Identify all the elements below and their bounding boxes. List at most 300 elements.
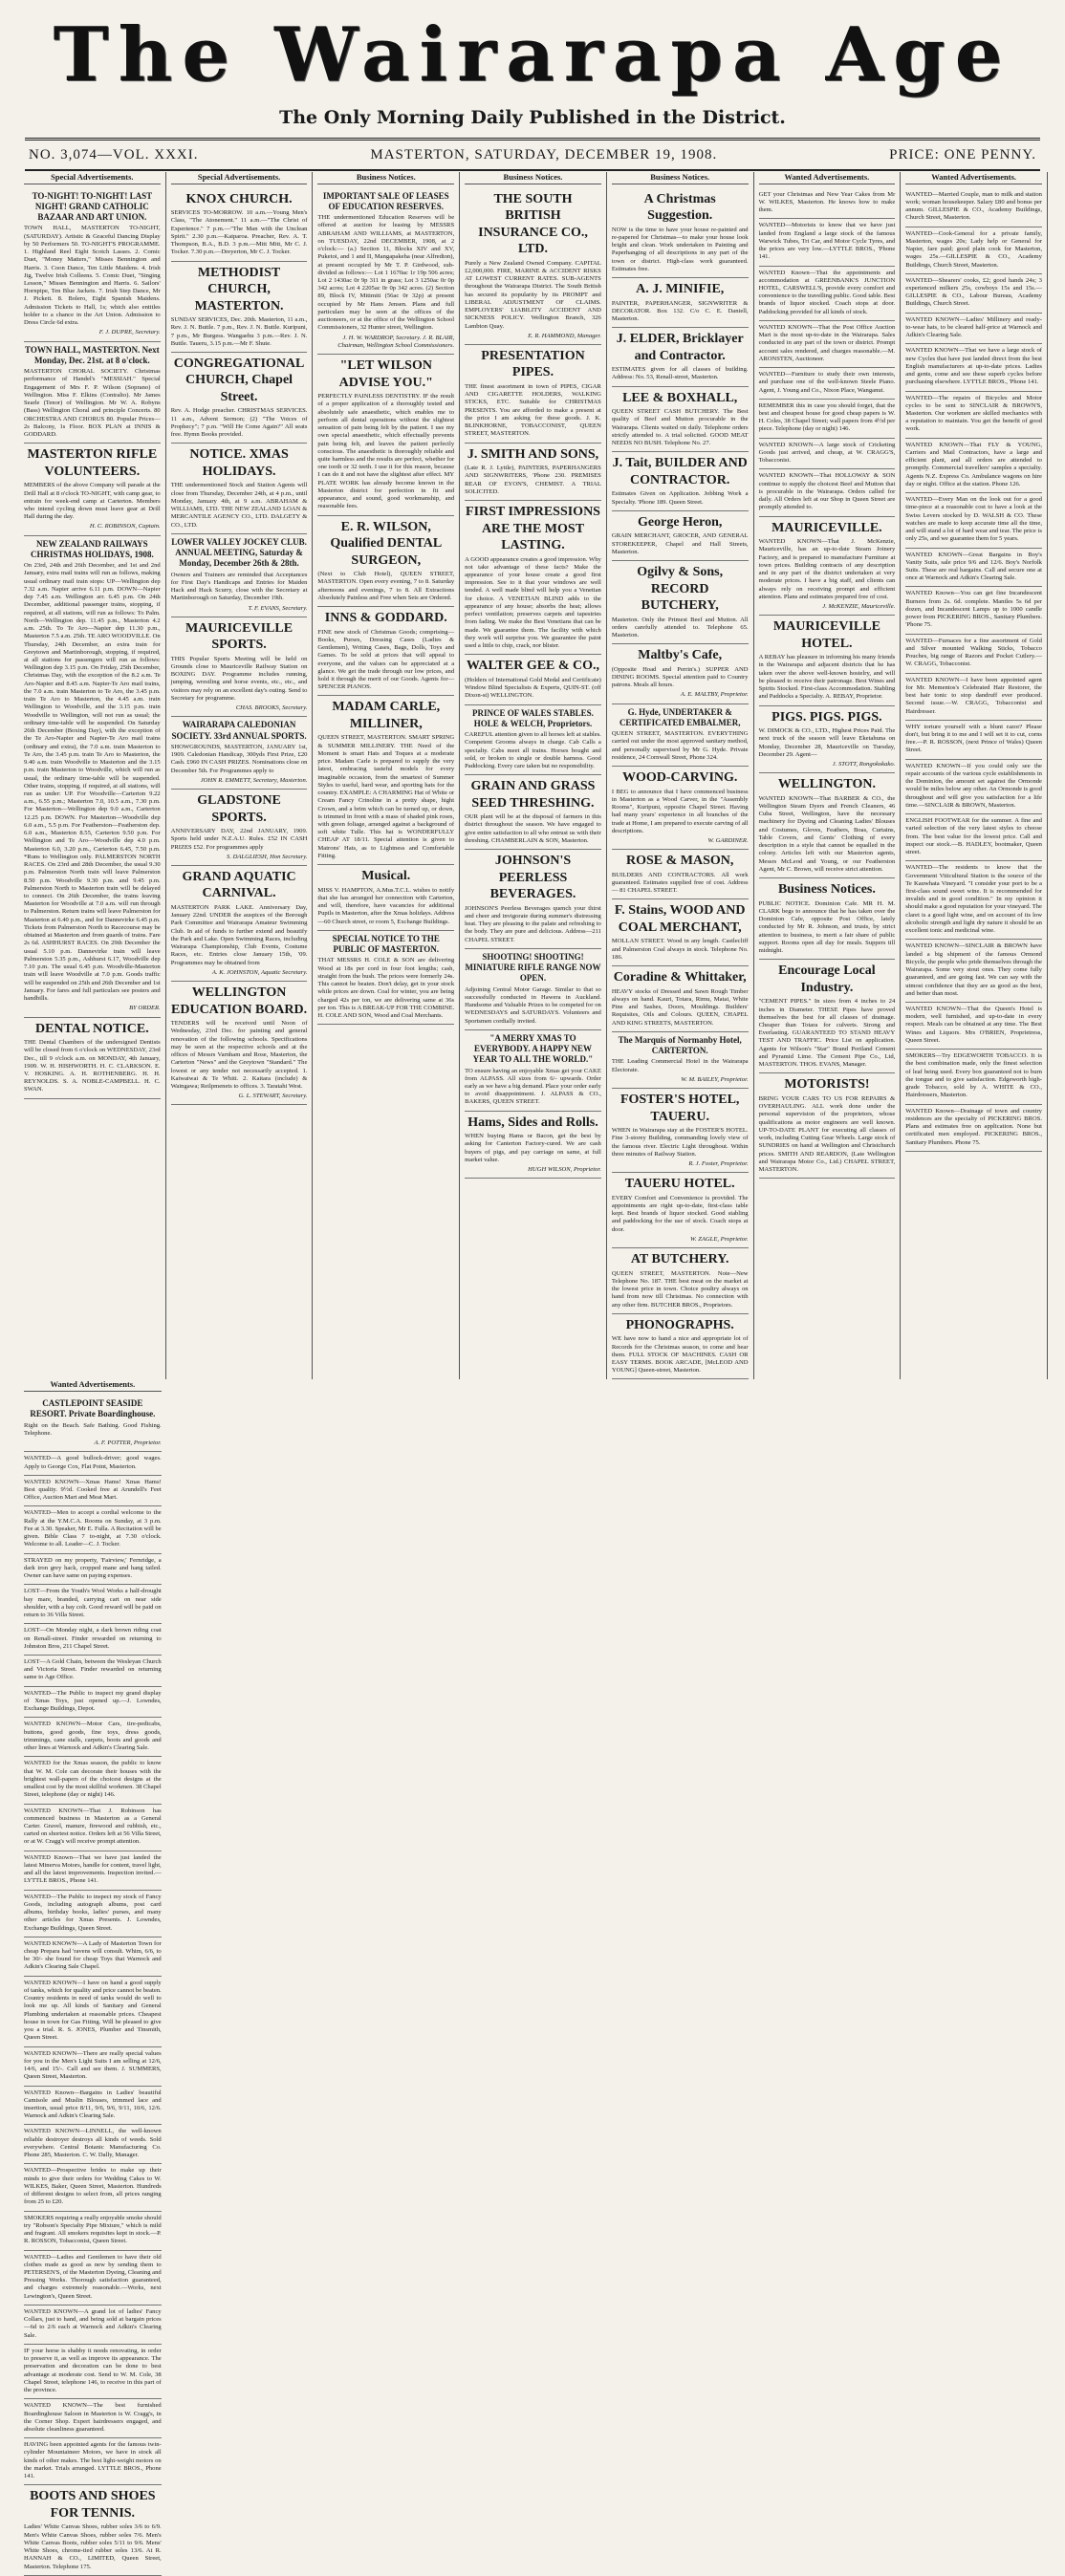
- ad-body: WANTED—Every Man on the look out for a good time-piece at a reasonable cost to have a look at the Swiss Levers stocked by D. WALSH & CO. These watches are made to keep accurate time all the time, and will stand a lot of hard wear and tear. The price is only 25s, and we guarantee them for 5 years.: [905, 496, 1042, 543]
- column-header: Special Advertisements.: [171, 172, 308, 184]
- ad-body: (Opposite Hoad and Perrin's.) SUPPER AND DINING ROOMS. Special attention paid to Country patrons. Meals all hours.: [611, 665, 749, 689]
- ad-body: WANTED KNOWN—That we have a large stock of new Cycles that have just landed direct from the best English manufacturers at up-to-date prices. Ladies and gents, come and see these superb cycles before purchasing elsewhere. LYTTLE BROS., 'Phone 141.: [905, 347, 1042, 386]
- ad-heading: GLADSTONE SPORTS.: [197, 793, 281, 825]
- ad-heading: PRESENTATION PIPES.: [481, 348, 585, 380]
- ad-body: WANTED KNOWN—A large stock of Cricketing Goods just arrived, and cheap, at W. CRAGG'S, Tobacconist.: [758, 441, 896, 465]
- ad-body: WHEN buying Hams or Bacon, get the best by asking for Canterton Factory-cured. We are cash buyers of pigs, and pay carriage on same, at full market value.: [465, 1133, 601, 1163]
- ad-heading: G. Hyde, UNDERTAKER & CERTIFICATED EMBALMER,: [619, 706, 741, 727]
- advertisement: [612, 1032, 749, 1089]
- ad-heading: FOSTER'S HOTEL, TAUERU.: [619, 1093, 740, 1124]
- ad-heading: DENTAL NOTICE.: [34, 1021, 149, 1036]
- advertisement: [905, 344, 1042, 391]
- ad-body: WANTED KNOWN—A Lady of Masterton Town for cheap Prepara had 'ravens will consult. Whim, 6/6, to be 30/- she found for cheap Toys that Warnock and Adkin's Clearing Sale Chapel.: [24, 1939, 162, 1971]
- ad-body: PERFECTLY PAINLESS DENTISTRY. IF the result of a proper application of a thoroughly tested and absolutely safe anaesthetic, which enables me to perform all dental operations without the slightest sensation of pain being felt by the patient. I use my own special anaesthetic, which effectually prevents pain being felt, and leaves the patient perfectly conscious. The anaesthetic is thoroughly reliable and quite harmless and the results are perfect, whether for one tooth or 32 teeth. I use it for this reason, because I can do it and not have the slightest after effect. MY PLATE WORK has already become known in the Masterton district for perfection in fit and appearance, and sound, good workmanship, and reasonable fees.: [317, 393, 455, 510]
- ad-body: MASTERTON PARK LAKE. Anniversary Day, January 22nd. UNDER the auspices of the Borough Park Committee and Wairarapa Amateur Swimming Club. In aid of funds to further extend and beautify the Park and Lake. Open Swimming Races, including Wairarapa Championship, Club Events, Costume Races, etc. Entries close January 15th, '09. Programmes may be obtained from: [170, 903, 308, 966]
- ad-body: "CEMENT PIPES." In sizes from 4 inches to 24 inches in Diameter. THESE Pipes have proved themselves the best for all classes of drainage. Cheaper than Totara for culverts. Strong and Everlasting. GUARANTEED TO STAND HEAVY TEST AND TRAFFIC. Price List on application. Agents for Wilson's "Star" Brand Portland Cement and Pyramid Lime. The Cement Pipe Co., Ltd, MASTERTON. THOS. EVANS, Manager.: [758, 998, 896, 1069]
- ad-body: WANTED KNOWN—Xmas Hams! Xmas Hams! Best quality. 9½d. Cooked free at Arundell's Feet Office, Auction Mart and Meat Mart.: [24, 1478, 162, 1502]
- ad-body: I BEG to announce that I have commenced business in Masterton as a Wood Carver, in the "Assembly Rooms", Kuripuni, opposite Chapel Street. Having had many years' experience in all branches of the trade at Home, I am prepared to execute carving of all descriptions.: [611, 788, 749, 834]
- ad-signature: A. F. POTTER, Proprietor.: [94, 1440, 162, 1447]
- ad-body: Purely a New Zealand Owned Company. CAPITAL £2,000,000. FIRE, MARINE & ACCIDENT RISKS AT LOWEST CURRENT RATES. SUB-AGENTS throughout the Wairarapa District. The South British has secured its popularity by its PROMPT and LIBERAL ADJUSTMENT OF CLAIMS. EMPLOYERS' LIABILITY ACCIDENT AND SICKNESS POLICY. Wellington Branch, 326 Lambton Quay.: [465, 259, 601, 330]
- ad-body: ESTIMATES given for all classes of building. Address: No. 53, Renall-street, Masterton.: [611, 366, 749, 381]
- ad-signature: W. M. BAILEY, Proprietor.: [681, 1075, 749, 1083]
- advertisement: [612, 767, 749, 850]
- ad-heading: WOOD-CARVING.: [621, 770, 738, 786]
- advertisement: [24, 2305, 162, 2345]
- ad-signature: A. K. JOHNSTON, Aquatic Secretary.: [211, 968, 308, 976]
- advertisement: [24, 1937, 162, 1977]
- ad-body: W. DIMOCK & CO., LTD., Highest Prices Paid. The next truck of the season will leave Eketahuna on Monday, December 28, Mauriceville on Tuesday, December 29. Agent—: [758, 727, 896, 758]
- advertisement: [759, 469, 896, 516]
- ad-body: A GOOD appearance creates a good impression. Why not take advantage of these facts? Make the appearance of your house create a good first impression. See to it that your windows are well tended. A well made blind will help you a Venetian for choice. A VENETIAN BLIND adds to the appearance of any house; absorbs the heat; allows perfect ventilation; preserves carpets and tapestries from fading. We make the Best Venetians that can be made. We guarantee them. The facility with which they work will surprise you. We guarantee the paint used a little to chip, crack, nor blister.: [465, 555, 601, 650]
- advertisement: [317, 355, 454, 516]
- ad-body: QUEEN STREET CASH BUTCHERY. The Best quality of Beef and Mutton procurable in the Wairarapa. Clients waited on daily. Telephone orders strictly attended to. A trial solicited. GOOD MEAT NEEDS NO BUSH. Telephone No. 27.: [611, 408, 749, 447]
- ad-body: HEAVY stocks of Dressed and Sawn Rough Timber always on hand. Kauri, Totara, Rimu, Matai, White Pine and Sashes, Doors, Mouldings. Builders' Requisites, Oils and Colours. QUEEN, CHAPEL AND KING STREETS, MASTERTON.: [611, 987, 749, 1027]
- ad-body: THE undermentioned Education Reserves will be offered at auction for leasing by MESSRS ABRAHAM AND WILLIAMS, at MASTERTON, on TUESDAY, 22nd DECEMBER, 1908, at 2 o'clock:— (a.) Section 11, Blocks XIV and XV, Puketoi, and 1 and II, Mangapakeha (near Alfredton), at present occupied by Mr T. P. Girdwood, sub-divided as follows:— Lot 1 1670ac 1r 19p 506 acres; Lot 2 1430ac 0r 9p 311 in grass; Lot 3 1250ac 0r 0p 342 acres; Lot 4 2205ac 0r 0p 342 acres. (2) Section 89, Block IV, Mitimiti (56ac 0r 32p) at present occupied by Mr Hans Jensen. Plans and full particulars may be seen at the offices of the auctioneers, or at the office of the Wellington School Commissioners, 32 Hunter street, Wellington.: [317, 214, 455, 332]
- column-header: Business Notices.: [612, 172, 749, 184]
- advertisement: [905, 549, 1042, 588]
- ad-signature: J. H. W. WARDROP, Secretary. J. R. BLAIR, Chairman, Wellington School Commissioners.: [337, 334, 455, 349]
- advertisement: [759, 368, 896, 400]
- advertisement: [465, 345, 601, 444]
- advertisement: [612, 278, 749, 328]
- advertisement: [171, 717, 308, 790]
- ad-heading: KNOX CHURCH.: [185, 191, 293, 206]
- advertisement: [24, 1977, 162, 2047]
- ad-heading: "LET WILSON ADVISE YOU.": [338, 358, 433, 390]
- ad-body: ENGLISH FOOTWEAR for the summer. A fine and varied selection of the very latest styles to choose from. The best value for the lowest price. Call and inspect our stock.—B. HADLEY, bootmaker, Queen street.: [905, 817, 1042, 856]
- ad-heading: WELLINGTON EDUCATION BOARD.: [171, 985, 308, 1017]
- advertisement: [612, 561, 749, 644]
- ad-body: WANTED KNOWN—A grand lot of ladies' Fancy Collars, just to hand, and being sold at bargain prices—6d to 2/6 each at Warnock and Adkin's Clearing Sale.: [24, 2307, 162, 2339]
- ad-body: SMOKERS requiring a really enjoyable smoke should try "Robson's Specialty Pipe Mixture," which is mild and fragrant. All smokers requisites kept in stock.—P. R. ROSSON, Tobacconist, Queen Street.: [24, 2214, 162, 2245]
- ad-body: WE have now to hand a nice and appropriate lot of Records for the Christmas season, to come and hear them. FULL STOCK OF MACHINES. CASH OR EASY TERMS. BOOK ARCADE, [McLEOD AND YOUNG] Queen-street, Masterton.: [611, 1335, 749, 1375]
- advertisement: [759, 960, 896, 1073]
- ad-heading: A. J. MINIFIE,: [636, 282, 725, 297]
- ad-heading: IMPORTANT SALE OF LEASES OF EDUCATION RESERVES.: [322, 190, 449, 211]
- ad-body: WANTED Known—You can get fine Incandescent Burners from 2s. 6d. complete. Mantles 5s 6d per dozen, and Incandescent Lamps up to 1000 candle power from PICKERING BROS., Sanitary Plumbers. 'Phone 75.: [905, 590, 1042, 629]
- ad-heading: CONGREGATIONAL CHURCH, Chapel Street.: [173, 356, 305, 404]
- ad-heading: MASTERTON RIFLE VOLUNTEERS.: [27, 447, 158, 479]
- ad-body: WANTED—Cook-General for a private family, Masterton, wages 20s; Lady help or General for Napier, fare paid; good plain cook for Masterton, wages 25s.—GILLESPIE & CO., Academy Buildings, Church Street, Masterton.: [905, 229, 1042, 269]
- advertisement: [905, 861, 1042, 940]
- masthead: [0, 0, 1065, 143]
- ad-signature: F. J. DUPRE, Secretary.: [98, 329, 161, 336]
- advertisement: [612, 850, 749, 899]
- ad-heading: J. Tait, BUILDER AND CONTRACTOR.: [612, 456, 748, 487]
- ad-body: Adjoining Central Motor Garage. Similar to that so successfully conducted in Hawera in Auckland. Handsome and Valuable Prizes to be competed for on WEDNESDAYS and SATURDAYS. Volunteers and Sportsmen cordially invited.: [465, 985, 601, 1025]
- ad-signature: E. R. HAMMOND, Manager.: [528, 332, 601, 339]
- advertisement: [465, 705, 601, 776]
- ad-heading: Business Notices.: [777, 882, 876, 898]
- ad-signature: H. C. ROBINSON, Captain.: [89, 523, 161, 530]
- ad-body: WANTED Known—That we have just landed the latest Minerva Motors, handle for content, travel light, and all the latest improvements. Inspection invited.—LYTTLE BROS., Phone 141.: [24, 1853, 162, 1885]
- ad-heading: WALTER GEE & CO.,: [466, 659, 600, 674]
- advertisement: [24, 2345, 162, 2399]
- advertisement: [317, 188, 454, 355]
- column-7: [901, 172, 1048, 1379]
- column-header: Wanted Advertisements.: [759, 172, 896, 184]
- ad-body: WANTED KNOWN—I have been appointed agent for Mr. Mementos's Celebrated Hair Restorer, the best hair tonic to stop dandruff ever produced. Second issue.—W. CRAGG, Tobacconist and Hairdresser.: [905, 676, 1042, 715]
- advertisement: [24, 1718, 162, 1757]
- ad-signature: S. DALGLIESH, Hon Secretary.: [227, 853, 308, 860]
- advertisement: [759, 773, 896, 878]
- advertisement: [612, 452, 749, 510]
- column-5: [607, 172, 754, 1379]
- ad-body: WANTED KNOWN—That BARBER & CO., the Wellington Steam Dyers and French Cleaners, 46 Cuba Street, Wellington, have the necessary machinery for Dyeing and Cleaning Ladies' Blouses and Costumes, Gloves, Feathers, Boas, Curtains, Table Covers, and Gents' Clothing of every description in a style that cannot be equalled in the colony. Articles left with our Masterton agents, Messrs McLeod and Young, or our Featherston Agent, Mr C. Brown, will receive strict attention.: [758, 794, 896, 873]
- advertisement: [612, 899, 749, 966]
- ad-heading: BOOTS AND SHOES FOR TENNIS.: [30, 2489, 156, 2521]
- ad-heading: Musical.: [361, 869, 411, 884]
- ad-signature: G. L. STEWART, Secretary.: [238, 1093, 308, 1100]
- ad-body: (Holders of International Gold Medal and Certificate) Window Blind Specialists & Experts, QUIN-ST. (off Dixon-st) WELLINGTON.: [465, 676, 601, 700]
- ad-body: GRAIN MERCHANT, GROCER, AND GENERAL STOREKEEPER, Chapel and Hall Streets, Masterton.: [611, 532, 749, 555]
- advertisement: [905, 1050, 1042, 1104]
- column-6: [754, 172, 902, 1379]
- advertisement: [612, 966, 749, 1032]
- price: PRICE: ONE PENNY.: [889, 146, 1036, 162]
- ad-heading: The Marquis of Normanby Hotel, CARTERTON.: [618, 1034, 742, 1056]
- advertisement: [317, 607, 454, 696]
- ad-body: BRING YOUR CARS TO US FOR REPAIRS & OVERHAULING. ALL work done under the personal supervision of the proprietors, whose qualifications as motor engineers are well known. UP-TO-DATE PLANT for executing all classes of work, including Cutting Gear Wheels. Large stock of SUNDRIES on hand at Wellington and Christchurch prices. SMITH AND REARDON, (Late Wellington and Wairarapa Motor Co., Ltd.) CHAPEL STREET, MASTERTON.: [758, 1094, 896, 1173]
- advertisement: [171, 866, 308, 982]
- ad-heading: METHODIST CHURCH, MASTERTON.: [194, 265, 284, 314]
- ad-heading: George Heron,: [638, 514, 723, 530]
- ad-heading: WELLINGTON.: [777, 777, 876, 792]
- ad-heading: GRAND AQUATIC CARNIVAL.: [182, 869, 296, 901]
- ad-heading: MAURICEVILLE HOTEL.: [772, 619, 880, 651]
- ad-heading: Ogilvy & Sons, RECORD BUTCHERY,: [637, 565, 724, 614]
- column-header: Wanted Advertisements.: [24, 1379, 162, 1392]
- ad-body: WANTED—The Public to inspect my stock of Fancy Goods, including autograph albums, post card albums, birthday books, ladies' purses, and many other articles for Xmas Presents. J. Lowndes, Exchange Buildings, Queen Street.: [24, 1893, 162, 1932]
- ad-body: WHY torture yourself with a blunt razor? Please don't, but bring it to me and I will set it to cut, corns free.—P. R. ROSSON, (next Prince of Wales) Queen Street.: [905, 723, 1042, 754]
- masthead-title: The Wairarapa Age: [53, 11, 1012, 98]
- advertisement: [24, 1452, 162, 1475]
- ad-heading: AT BUTCHERY.: [630, 1252, 729, 1267]
- advertisement: [905, 674, 1042, 721]
- column-2: [166, 172, 314, 1379]
- advertisement: [24, 2485, 162, 2575]
- ad-heading: FIRST IMPRESSIONS ARE THE MOST LASTING.: [466, 505, 600, 553]
- ad-body: A REBAY has pleasure in informing his many friends in the Wairarapa and adjacent districts that he has taken over the above well-known hostelry, and will be pleased to receive their patronage. Best Wines and Spirits Stocked. First-class Accommodation. Stabling and Paddocks a Specialty. A. REBAY, Proprietor.: [758, 654, 896, 701]
- ad-heading: E. R. WILSON, Qualified DENTAL SURGEON,: [330, 519, 443, 568]
- advertisement: [465, 1030, 601, 1112]
- ad-body: WANTED KNOWN—That J. Robinson has commenced business in Masterton as a General Carter. Gravel, manure, firewood and rubbish, etc., carted on shortest notice. Orders left at 56 Villa Street, or at W. Cragg's will receive prompt attention.: [24, 1807, 162, 1846]
- ad-body: MISS V. HAMPTON, A.Mus.T.C.L. wishes to notify that she has arranged her connection with Carterton, and will, therefore, have vacancies for additional Pupils in Masterton, after the Xmas holidays. Address—60 Church street, or room 5, Exchange Buildings.: [317, 886, 455, 925]
- ad-body: Owners and Trainers are reminded that Acceptances for First Day's Handicaps and Entries for Maiden Hack and Hack Scurry, close with the Secretary at Martinborough on Saturday, December 19th.: [170, 571, 308, 602]
- ad-body: SHOWGROUNDS, MASTERTON, JANUARY 1st, 1909. Caledonian Handicap, 300yds First Prize, £20 Cash. £960 IN CASH PRIZES. Nominations close on December 5th. For Programmes apply to: [170, 743, 308, 774]
- ad-signature: BY ORDER.: [129, 1005, 161, 1012]
- advertisement: [24, 2125, 162, 2164]
- advertisement: [171, 188, 308, 262]
- advertisement: [171, 617, 308, 718]
- advertisement: [905, 493, 1042, 548]
- advertisement: [612, 1314, 749, 1380]
- ad-body: GET your Christmas and New Year Cakes from Mr W. WILKES, Masterton. He knows how to make them.: [758, 190, 896, 214]
- ad-body: WANTED—The Public to inspect my grand display of Xmas Toys, just opened up.—J. Lowndes, Exchange Buildings, Depot.: [24, 1689, 162, 1713]
- advertisement: [759, 706, 896, 774]
- ad-body: EVERY Comfort and Convenience is provided. The appointments are right up-to-date, first-class table kept. Best brands of liquor stocked. Good stabling and paddocking for the use of stock. Coach stops at door.: [611, 1194, 749, 1233]
- advertisement: [905, 940, 1042, 1003]
- ad-body: MOLLAN STREET. Wood in any length. Castlecliff and Palmerston Coal always in stock. Telephone No. 186.: [611, 938, 749, 961]
- advertisement: [465, 501, 601, 655]
- advertisement: [612, 188, 749, 278]
- column-8: [19, 1379, 166, 2575]
- ad-body: HAVING been appointed agents for the famous twin-cylinder Mountaineer Motors, we have in stock all kinds of other makes. The best light-weight motors on the market. Trials arranged. LYTTLE BROS., Phone 141.: [24, 2441, 162, 2480]
- column-1: [19, 172, 166, 1379]
- ad-body: JOHNSON'S Peerless Beverages quench your thirst and cheer and invigorate during summer's distressing heat. They are pleasing to the palate and refreshing to the body. They are pure and delicious. Address—211 CHAPEL STREET.: [465, 904, 601, 943]
- ad-heading: Maltby's Cafe,: [638, 648, 723, 663]
- advertisement: [24, 1554, 162, 1586]
- ad-heading: Encourage Local Industry.: [778, 963, 876, 995]
- advertisement: [759, 267, 896, 321]
- ad-body: ANNIVERSARY DAY, 22nd JANUARY, 1909. Sports held under N.Z.A.U. Rules. £52 IN CASH PRIZES £52. For programmes apply: [170, 828, 308, 851]
- ad-body: On 23rd, 24th and 26th December, and 1st and 2nd January, extra mail trains will run as follows, making usual ordinary mail train stops: UP—Wellington dep 7.32 a.m. Napier arrive 6.11 p.m. DOWN—Napier dep 7.45 a.m. Wellington arr. 6.45 p.m. On 24th December, additional passenger trains, stopping, if required, at all stations, will run as follows: To Palm. North—Wellington dep. 11.45 p.m., Masterton 4.2 a.m. 25th. To Te Aro—Napier dep 11.30 p.m., Masterton 7.5 a.m. 25th. TE ARO WOODVILLE. On Thursday, 24th December, an extra train for Greytown and Martinborough, stopping, if required, at all stations for passengers will run as follows: Wellington dep 3.15 p.m. On Friday, 25th December, Christmas Day, with the exception of the 8.2 a.m. Te Aro-Napier and 8.45 a.m. Napier-Te Aro mail trains, the 7.0 a.m. train Masterton to Te Aro, the 3.45 p.m. train Te Aro to Masterton, the 4.45 a.m. train Wellington to Woodville, and the 3.15 p.m. train Woodville to Wellington, will not run as usual; the ordinary time-table will be suspended. On Saturday 26th December (Boxing Day), with the exception of the Te Aro-Napier and Napier-Te Aro mail trains (ordinary and extra), the 7.0 a.m. train Masterton to Te Aro, the 3.45 p.m. train Te Aro to Masterton, the 9.40 a.m. train Woodville to Masterton and the 3.15 p.m. train Masterton to Woodville, which will run as usual, the ordinary time-table will be suspended. Other trains, stopping, if required, at all stations, will run as under: UP. For Woodville—Carterton 9.22 a.m., 6.55 p.m.; Masterton 7.0, 10.5 a.m., 7.30 p.m. For Masterton—Wellington dep 9.0 a.m., Carterton 12.25 p.m. DOWN. For Masterton—Woodville dep 6.0 a.m., 5.5 p.m. For Featherston—Featherston dep. 6.0 a.m., Masterton 8.55, Carterton 9.50 p.m. For Wellington and Te Aro—Woodville dep 4.0 p.m. Masterton 6.0, 3.20 p.m., Carterton 6.45, 7.50 p.m. *Runs to Wellington only. PALMERSTON NORTH RACES. On 23rd and 28th December, the usual 9.30 p.m. Palmerston North train will leave Palmerston 8.50 p.m. Woodville 9.30 p.m. and 9.45 p.m. Palmerston North to Masterton train will be delayed to connect. On 26th December, the trains leaving Masterton for Woodville at 7.0 a.m. will run through to Palmerston. Return trains will leave Palmerston for Masterton at 6.40 p.m., and for Dannevirke 6.45 p.m. Tickets from Palmerston North to Racecourse may be obtained at Masterton and from guards of trains. Fare 2s 6d. ASHHURST RACES. On 29th December the usual 5.10 p.m. Dannevirke train will leave Palmerston 5.35 p.m., Ashhurst 6.17, Woodville dep 7.10 p.m. The usual 6.45 p.m. Woodville-Masterton train will leave Woodville at 7.0 p.m. Goods traffic will be suspended on 25th and 26th December and 1st January. For fares and full particulars see posters and handbills.: [24, 562, 161, 1003]
- advertisement: [24, 1396, 162, 1452]
- advertisement: [24, 444, 161, 535]
- ad-heading: LEE & BOXHALL,: [622, 390, 738, 405]
- advertisement: [905, 635, 1042, 674]
- ad-body: WANTED for the Xmas season, the public to know that W. M. Cole can decorate their houses with the brightest wall-papers of the choicest designs at the smallest cost by the most skillful workmen. 38 Chapel Street, telephone (day or night) 146.: [24, 1760, 162, 1799]
- ad-body: WANTED KNOWN—If you could only see the repair accounts of the various cycle establishments in the Dominion, the amount set against the Ormonde would be miles below any other. An Ormonde is good throughout and will give you satisfaction for a life time.—SINCLAIR & BROWN, Masterton.: [905, 762, 1042, 809]
- ad-body: QUEEN STREET, MASTERTON. EVERYTHING carried out under the most approved sanitary method, and personally supervised by Mr G. Hyde. Private residence, 24 Cornwall Street, Phone 324.: [611, 730, 749, 761]
- ad-body: LOST—A Gold Chain, between the Wesleyan Church and Victoria Street. Finder rewarded on returning same to Age Office.: [24, 1657, 162, 1681]
- ad-heading: Hams, Sides and Rolls.: [467, 1115, 598, 1130]
- advertisement: [171, 262, 308, 353]
- ad-body: WANTED KNOWN—I have on hand a good supply of tanks, which for quality and price cannot be beaten. Country residents in need of tanks would do well to look me up. All kinds of Sanitary and General Plumbing undertaken at reasonable prices. Cheapest house in town for Gas Fitting. Will be pleased to give you a trial. R. S. JONES, Plumber and Tinsmith, Queen Street.: [24, 1979, 162, 2042]
- ad-body: WANTED KNOWN—There are really special values for you in the Men's Light Suits I am selling at 12/6, 14/6, and 15/-. Call and see them. J. SUMMERS, Queen Street, Masterton.: [24, 2049, 162, 2081]
- advertisement: [24, 2438, 162, 2485]
- advertisement: [905, 760, 1042, 814]
- ad-body: LOST—On Monday night, a dark brown riding coat on Renall-street. Finder rewarded on returning to Johnston Bros, 211 Chapel Street.: [24, 1627, 162, 1650]
- ad-body: WANTED KNOWN—That HOLLOWAY & SON continue to supply the choicest Beef and Mutton that is procurable in the Wairarapa. Orders called for daily. All Orders left at our Shop in Queen Street are promptly attended to.: [758, 472, 896, 511]
- ad-body: THAT MESSRS H. COLE & SON are delivering Wood at 18s per cord in four foot lengths; cash, straight from the bush. The prices were formerly 24s. This cannot be beaten. Don't delay, get in your stock while prices are down. Coal for winter, you are being charged 42s per ton, we are delivering same at 36s per ton. This is A BREAK-UP FOR THE COMBINE. H. COLE AND SON, Wood and Coal Merchants.: [317, 957, 455, 1019]
- advertisement: [759, 878, 896, 960]
- ad-signature: W. ZAGLE, Proprietor.: [690, 1235, 749, 1243]
- ad-body: WANTED KNOWN—That the Post Office Auction Mart is the most up-to-date in the Wairarapa. Sales conducted in any part of the town or district. Prompt account sales rendered, and charges reasonable.—M. ARONSTEN, Auctioneer.: [758, 323, 896, 362]
- advertisement: [905, 587, 1042, 634]
- ad-heading: J. ELDER, Bricklayer and Contractor.: [616, 332, 744, 363]
- ad-signature: JOHN R. EMMETT, Secretary, Masterton.: [200, 776, 308, 784]
- ad-body: (Late R. J. Lyttle), PAINTERS, PAPERHANGERS AND SIGNWRITERS, 'Phone 230. PREMISES REAR OF EYON'S, CHEMIST. A TRIAL SOLICITED.: [465, 465, 601, 495]
- advertisement: [24, 1585, 162, 1624]
- advertisement: [171, 982, 308, 1105]
- advertisement: [24, 2251, 162, 2305]
- ad-body: Estimates Given on Application. Jobbing Work a Specialty. 'Phone 189. Queen Street.: [611, 490, 749, 506]
- ad-body: MASTERTON CHORAL SOCIETY. Christmas performance of Handel's "MESSIAH." Special Engagement of Mrs F. P. Wilson (Soprano) of Wellington. Miss F. Elkins (Contralto). Mr James Searle (Tenor) of Wellington. Mr W. A. Robyns (Bass) Wellington Choral and principle Concerts. 80 ORCHESTRA AND CHORUS 80. Popular Prices—2s Balcony, 1s Floor. BOX PLAN at INNIS & GODDARD.: [24, 368, 161, 439]
- advertisement: [24, 2087, 162, 2126]
- advertisement: [612, 644, 749, 704]
- advertisement: [24, 2047, 162, 2087]
- ad-body: WANTED—Motorists to know that we have just landed from England a large stock of the famous Warwick Tubes, Tri Car, and Motor Cycle Tyres, and the prices are very low.—LYTTLE BROS., 'Phone 141.: [758, 222, 896, 261]
- advertisement: [24, 536, 161, 1018]
- ad-body: SUNDAY SERVICES, Dec. 20th. Masterton, 11 a.m., Rev. J. N. Buttle. 7 p.m., Rev. J. N. Buttle. Kuripuni, 7 p.m., Mr Burgess. Wangaehu 3 p.m.—Rev. J. N. Buttle. Taueru, 3.15 p.m.—Mr F. Shute.: [170, 316, 308, 347]
- ad-body: WANTED Known—Bargains in Ladies' beautiful Camisole and Muslin Blouses, trimmed lace and insertion, usual price 8/11, 9/6, 9/6, 9/11, 10/6, 12/6. Warnock and Adkin's Clearing Sale.: [24, 2089, 162, 2120]
- advertisement: [24, 1476, 162, 1507]
- ad-signature: W. GARDINER.: [707, 837, 749, 845]
- advertisement: [24, 1687, 162, 1719]
- ad-body: Right on the Beach. Safe Bathing. Good Fishing. Telephone.: [24, 1421, 162, 1437]
- advertisement: [759, 1073, 896, 1179]
- advertisement: [612, 328, 749, 386]
- ad-body: QUEEN STREET, MASTERTON. SMART SPRING & SUMMER MILLINERY. THE Need of the Moment is smart Hats and Toques at a moderate price. Madam Carle is prepared to supply the very latest, embracing tasteful models for every imaginable occasion, from the smartest of Summer Styles to useful, hard wear, and sporting hats for the country. EXAMPLE: A CHARMING Hat of White or Cream Fancy Crinoline in a pretty shape, hight Crown, and a brim which can be turned up, or down, is trimmed in front with a mass of shaded pink roses, with green foliage, arranged against a background of soft white Tulle. This hat is WONDERFULLY CHEAP AT 18/11. Special attention is given to Matrons' Hats, as to Lightness and Comfortable Fitting.: [317, 734, 455, 859]
- ad-body: THIS Popular Sports Meeting will be held on Grounds close to Mauriceville Railway Station on BOXING DAY. Programme includes running, jumping, wrestling and horse events, etc., etc., and visitors may rely on an excellent day's outing. Send to Secretary for programme.: [170, 655, 308, 702]
- ad-body: WANTED—Furnaces for a fine assortment of Gold and Silver mounted Walking Sticks, Tobacco Pouches, big range of Razors and Pocket Cutlery.—W. CRAGG, Tobacconist.: [905, 637, 1042, 668]
- column-header: Wanted Advertisements.: [905, 172, 1042, 184]
- ad-body: Masterton. Only the Primest Beef and Mutton. All orders carefully attended to. Telephone 65. Masterton.: [611, 616, 749, 639]
- ad-heading: "A MERRY XMAS TO EVERYBODY. A HAPPY NEW YEAR TO ALL THE WORLD.": [472, 1032, 594, 1065]
- advertisement: [465, 850, 601, 949]
- advertisement: [171, 790, 308, 866]
- ad-body: WANTED—A good bullock-driver; good wages. Apply to George Cox, Flat Point, Masterton.: [24, 1455, 162, 1470]
- ad-heading: SHOOTING! SHOOTING! MINIATURE RIFLE RANGE NOW OPEN.: [465, 951, 601, 984]
- ad-body: WANTED KNOWN—Motor Cars, tire-pedicabs, buttons, good goods, fine toys, dress goods, trimmings, cane stalls, carpets, boots and goods and other lines at Warnock and Adkin's Clearing Sale.: [24, 1721, 162, 1752]
- advertisement: [905, 814, 1042, 861]
- advertisement: [759, 439, 896, 470]
- ad-body: WANTED KNOWN—SINCLAIR & BROWN have landed a big shipment of the famous Ormond Bicycle, the people who pride themselves through the Wairarapa. Some very stout ones. They come fully guaranteed, and are going fast. We can say with the utmost confidence that they are as good as the best, and better than most.: [905, 942, 1042, 997]
- place-date: MASTERTON, SATURDAY, DECEMBER 19, 1908.: [370, 146, 718, 162]
- ad-body: WANTED—Furniture to study their own interests, and purchase one of the well-known Steele Piano. Agent, J. Young and Co., Nixon Place, Wanganui.: [758, 371, 896, 394]
- ad-heading: TAUERU HOTEL.: [624, 1177, 735, 1192]
- ad-body: CAREFUL attention given to all horses left at stables. Competent Grooms always in charge. Cab Calls a specialty. Cabs meet all trains. Horses bought and sold, or broken to single or double harness. Good Paddocking. Every care taken but no responsibility.: [465, 731, 601, 769]
- advertisement: [24, 1506, 162, 1553]
- advertisement: [317, 516, 454, 607]
- ad-signature: J. McKENZIE, Mauriceville.: [822, 602, 896, 610]
- ad-body: MEMBERS of the above Company will parade at the Drill Hall at 8 o'clock TO-NIGHT, with camp gear, to entrain for week-end camp at Carterton. Members who intend cycling down must leave gear at Drill Hall during the day.: [24, 482, 161, 521]
- advertisement: [465, 188, 601, 345]
- advertisement: [759, 219, 896, 266]
- advertisement: [465, 775, 601, 850]
- advertisement: [759, 517, 896, 617]
- ad-heading: MOTORISTS!: [784, 1077, 870, 1093]
- ad-body: FINE new stock of Christmas Goods; comprising— Books, Purses, Dressing Cases (Ladies & Gentlemen), Writing Cases, Bags, Dolls, Toys and Games. To be sold at prices that will appeal to everyone, and the values can be appreciated at a glance. We get the trade through our low prices, and hold it through the merit of our Goods. Agents for— SPENCER PIANOS.: [317, 628, 455, 691]
- advertisement: [905, 314, 1042, 345]
- ad-heading: SPECIAL NOTICE TO THE PUBLIC OF MASTERTON.: [332, 933, 440, 955]
- ad-body: WANTED KNOWN—That FLY & YOUNG, Carriers and Mail Contractors, have a large and efficient plant, and all orders are attended to promptly. Commercial travellers' samples a specialty. Agents N.Z. Express Co. Ambulance wagons on hire day or night. Office at the station. Phone 126.: [905, 441, 1042, 487]
- ad-heading: J. SMITH AND SONS,: [467, 446, 599, 462]
- advertisement: [905, 274, 1042, 314]
- ad-body: WANTED KNOWN—The best furnished Boardinghouse Saloon in Masterton is W. Cragg's, in the Corner Shop. Expert hairdressers engaged, and absolute cleanliness guaranteed.: [24, 2402, 162, 2433]
- ad-body: STRAYED on my property, 'Fairview,' Fernridge, a dark iron grey hack, cropped mane and hang tailed. Owner can have same on paying expenses.: [24, 1556, 162, 1580]
- ad-heading: PHONOGRAPHS.: [625, 1317, 734, 1332]
- ad-body: BUILDERS AND CONTRACTORS. All work guaranteed. Estimates supplied free of cost. Address— 81 CHAPEL STREET.: [611, 871, 749, 895]
- advertisement: [24, 342, 161, 444]
- ad-body: WANTED—The repairs of Bicycles and Motor cycles to be sent to SINCLAIR & BROWN'S, Masterton. Our workmen are skilled mechanics with a reputation to maintain. You get the benefit of good work.: [905, 394, 1042, 433]
- ad-body: TO ensure having an enjoyable Xmas get your CAKE from ALPASS. All sizes from 6/- upwards. Order early as we have a big demand. Place your order early to avoid disappointment. J. ALPASS & CO., BAKERS, QUEEN STREET.: [465, 1067, 601, 1106]
- column-4: [460, 172, 607, 1379]
- ad-body: WANTED—The residents to know that the Government Viticultural Station is the source of the Te Kauwhata Vineyard. "I consider your port to be a first-class sound sweet wine. It is recommended for invalids and in good condition." In my opinion it should make a good reputation for your vineyard. The claret is a good light wine, and on account of its low alcoholic strength and light dry nature it should be an excellent tonic and medicinal wine.: [905, 864, 1042, 935]
- ad-heading: PIGS. PIGS. PIGS.: [772, 709, 882, 725]
- ad-heading: INNS & GODDARD.: [324, 611, 447, 626]
- ad-signature: A. E. MALTBY, Proprietor.: [680, 691, 749, 699]
- advertisement: [317, 865, 454, 931]
- ad-body: SERVICES TO-MORROW. 10 a.m.—Young Men's Class, "The Atonement." 11 a.m.—"The Christ of Experience." 7 p.m.—"The Man with the Unclean Spirit." 2.30 p.m.—Kaiparoa. Preacher, Rev. A. T. Thompson, B.A., B.D. 3 p.m.—Mitt Mitt, Mr C. J. Tocker. 7.30 p.m.—Dreyerton, Mr C. J. Tocker.: [170, 209, 308, 256]
- ad-body: WANTED KNOWN—Great Bargains in Boy's Vanity Suits, sale price 9/6 and 12/6. Boy's Norfolk Suits. These are real bargains. Call and secure one at once at Warnock and Adkin's Clearing Sale.: [905, 551, 1042, 582]
- advertisement: [612, 1089, 749, 1173]
- ad-heading: A Christmas Suggestion.: [643, 191, 716, 224]
- advertisement: [317, 931, 454, 1025]
- ad-body: WANTED—Ladies and Gentlemen to have their old clothes made as good as new by sending them to PETERSEN'S, of the Masterton Dyeing, Cleaning and Pressing Works. Thorough satisfaction guaranteed, and charges extremely reasonable.—Works, next Lewington's, Queen Street.: [24, 2253, 162, 2300]
- ad-body: Rev. A. Hodge preacher. CHRISTMAS SERVICES. 11 a.m., Advent Sermon; (2) "The Voices of Prophecy"; 7 p.m. "Will He Come Again?" All seats free. Hymn Books provided.: [170, 407, 308, 439]
- advertisement: [759, 321, 896, 368]
- advertisement: [905, 392, 1042, 439]
- ad-body: OUR plant will be at the disposal of farmers in this district throughout the season. We have engaged to give entire satisfaction to all who entrust us with their threshing. CHAMBERLAIN & SON, Masterton.: [465, 813, 601, 844]
- ad-body: WANTED—Married Couple, man to milk and station work; woman housekeeper. Salary £80 and bonus per annum. GILLESPIE & CO., Academy Buildings, Church Street, Masterton.: [905, 190, 1042, 222]
- ad-body: Ladies' White Canvas Shoes, rubber soles 3/6 to 6/9. Men's White Canvas Shoes, rubber soles 7/6. Men's White Canvas Boots, rubber soles 5/11 to 9/6. Mens' White Shoes, chrome-tied rubber soles 13/6. At R. HANNAH & CO., LIMITED, Queen Street, Masterton. Telephone 175.: [24, 2523, 162, 2570]
- column-header: Business Notices.: [317, 172, 454, 184]
- ad-signature: T. F. EVANS, Secretary.: [248, 604, 308, 612]
- ad-heading: Coradine & Whittaker,: [613, 970, 747, 985]
- column-3: [313, 172, 460, 1379]
- issue-number: NO. 3,074—VOL. XXXI.: [29, 146, 199, 162]
- advertisement: [759, 616, 896, 705]
- advertisement: [24, 1891, 162, 1937]
- advertisement: [465, 655, 601, 704]
- ad-heading: GRAIN AND GRASS SEED THRESHING.: [470, 779, 596, 811]
- ad-body: WANTED—Men to accept a cordial welcome to the Rally at the Y.M.C.A. Rooms on Sunday, at 3 p.m. Fee at 3.30. Speaker, Mr E. Fulla. A Recitation will be given. Bible Class 7 to-night, at 7.30 o'clock. Welcome to all. Leader—C. J. Tocker.: [24, 1509, 162, 1548]
- ad-heading: JOHNSON'S PEERLESS BEVERAGES.: [489, 854, 576, 902]
- ad-body: THE undermentioned Stock and Station Agents will close from Thursday, December 24th, at 4 p.m., until Monday, January 4th, at 9 a.m. ABRAHAM & WILLIAMS, LTD. THE NEW ZEALAND LOAN & MERCANTILE AGENCY CO., LTD. DALGETY & CO., LTD.: [170, 482, 308, 529]
- ad-heading: MADAM CARLE, MILLINER,: [332, 700, 441, 731]
- ad-body: PAINTER, PAPERHANGER, SIGNWRITER & DECORATOR. Box 132. C/o C. E. Daniell, Masterton.: [611, 299, 749, 322]
- advertisement: [905, 1105, 1042, 1152]
- ad-heading: TO-NIGHT! TO-NIGHT! LAST NIGHT! GRAND CATHOLIC BAZAAR AND ART UNION.: [32, 190, 153, 223]
- ad-heading: MAURICEVILLE SPORTS.: [185, 620, 293, 653]
- ad-heading: LOWER VALLEY JOCKEY CLUB. ANNUAL MEETING, Saturday & Monday, December 26th & 28th.: [171, 536, 307, 569]
- advertisement: [24, 1805, 162, 1851]
- ad-body: WANTED KNOWN—LINNELL, the well-known reliable destroyer destroys all kinds of weeds. Sold everywhere. Central Botanic Manufacturing Co. Phone 285, Masterton. C. W. Dally, Manager.: [24, 2128, 162, 2159]
- ad-heading: NEW ZEALAND RAILWAYS CHRISTMAS HOLIDAYS, 1908.: [31, 538, 154, 559]
- advertisement: [24, 2164, 162, 2211]
- ad-body: LOST—From the Youth's Wool Works a half-drought bay mare, branded, carrying cart on near side shoulder, with a bay colt. Good reward will be paid on return to 36 Villa Street.: [24, 1588, 162, 1619]
- ad-body: THE finest assortment in town of PIPES, CIGAR AND CIGARETTE HOLDERS, WALKING STICKS, ETC. Suitable for CHRISTMAS PRESENTS. You are afforded to make a present at the price I am asking for these goods. J. K. BLINKHORNE, TOBACCONIST, QUEEN STREET, MASTERTON.: [465, 382, 601, 438]
- advertisement: [24, 1757, 162, 1804]
- advertisement: [612, 1173, 749, 1248]
- column-header: Special Advertisements.: [24, 172, 161, 184]
- advertisement: [171, 353, 308, 444]
- ad-body: SMOKERS—Try EDGEWORTH TOBACCO. It is the best combination made, only the finest selection of leaf being used. Every box guaranteed not to burn the tongue and to give satisfaction. Edgeworth high-grade Tobacco, sold by A. WHITE & CO., Hairdressers, Masterton.: [905, 1052, 1042, 1099]
- masthead-tagline: The Only Morning Daily Published in the District.: [279, 107, 786, 128]
- advertisement: [24, 2399, 162, 2438]
- ad-body: WANTED Known—That the appointments and accommodation at GREENBANK'S JUNCTION HOTEL, CARSWELL'S, provide every comfort and convenience to the travelling public. Good table. Best brands of liquor stocked. Coach stops at door. Paddocking provided for all kinds of stock.: [758, 269, 896, 315]
- advertisement: [612, 1248, 749, 1314]
- ad-body: IF your horse is shabby it needs renovating, in order to preserve it, as well as improve its appearance. The preservation and decoration can be done to best advantage at moderate cost. Send to W. M. Cole, 38 Chapel Street, telephone 146, to receive in this part of the province.: [24, 2347, 162, 2394]
- advertisement: [24, 1018, 161, 1099]
- ad-heading: PRINCE OF WALES STABLES. HOLE & WELCH, Proprietors.: [472, 707, 594, 728]
- advertisement: [905, 188, 1042, 227]
- ad-body: WANTED KNOWN—Ladies' Millinery and ready-to-wear hats, to be cleared half-price at Warnock and Adkin's Clearing Sale.: [905, 315, 1042, 339]
- ad-heading: ROSE & MASON,: [626, 854, 734, 869]
- dateline: [25, 138, 1040, 171]
- ad-heading: TOWN HALL, MASTERTON. Next Monday, Dec. 21st. at 8 o'clock.: [25, 344, 160, 365]
- ad-signature: J. STOTT, Rongokokako.: [832, 761, 896, 768]
- advertisement: [905, 1003, 1042, 1050]
- ad-body: WANTED KNOWN—That J. McKenzie, Mauriceville, has an up-to-date Steam Joinery Factory, and is prepared to manufacture Furniture at town prices. Building contracts of any description and in any part of the district undertaken at very moderate prices. I have a big staff, and clients can always rely on receiving prompt and efficient attention. Plans and estimates prepared free of cost.: [758, 538, 896, 600]
- advertisement: [465, 949, 601, 1030]
- ad-body: (Next to Club Hotel), QUEEN STREET, MASTERTON. Open every evening, 7 to 8. Saturday afternoons and evenings, 7 to 8. All Extractions Absolutely Painless and Free when Sets are Ordered.: [317, 571, 455, 601]
- ad-body: WHEN in Wairarapa stay at the FOSTER'S HOTEL. Fine 3-storey Building, commanding lovely view of the famous river. Electric Light throughout. Within three minutes of Railway Station.: [611, 1127, 749, 1158]
- ad-body: REMEMBER this in case you should forget, that the best and cheapest house for good cheap papers is W. H. Coles, 38 Chapel Street; wall papers from 4½d per piece. Telephone (day or night) 146.: [758, 401, 896, 433]
- advertisement: [759, 188, 896, 220]
- ad-signature: CHAS. BROOKS, Secretary.: [235, 704, 308, 712]
- advertisement: [24, 1656, 162, 1687]
- ad-heading: MAURICEVILLE.: [772, 520, 882, 535]
- advertisement: [24, 188, 161, 342]
- advertisement: [905, 227, 1042, 274]
- advertisement: [759, 400, 896, 439]
- ad-body: THE Dental Chambers of the undersigned Dentists will be closed from 6 o'clock on WEDNESDAY, 23rd Dec., till 9 o'clock a.m. on MONDAY, 4th January, 1909. W. H. HISHWORTH. H. C. CLARKSON. E. V. HOSKING. A. H. ROTHENBERG. H. H. REYNOLDS. S. A. NOBLE-CAMPBELL. H. C. SWAN.: [24, 1039, 161, 1093]
- ad-body: TENDERS will be received until Noon of Wednesday, 23rd Dec. for painting and general renovation of the following schools. Specifications may be seen at the respective schools and at the offices of Messrs Varnham and Rose, Masterton, the Carterton "News" and the Greytown "Standard." The lowest or any tender not necessarily accepted. 1. Kaiwaiwai & Te Whiti. 2. Kaitara (include) & Waingawa; Reilpmenets to offices. 3. Taratahi West.: [170, 1020, 308, 1090]
- ad-body: NOW is the time to have your house re-painted and re-papered for Christmas—to make your house look bright and clean. Work undertaken in Painting and Paperhanging of all descriptions in any part of the town or district. High-class work guaranteed. Estimates free.: [611, 226, 749, 272]
